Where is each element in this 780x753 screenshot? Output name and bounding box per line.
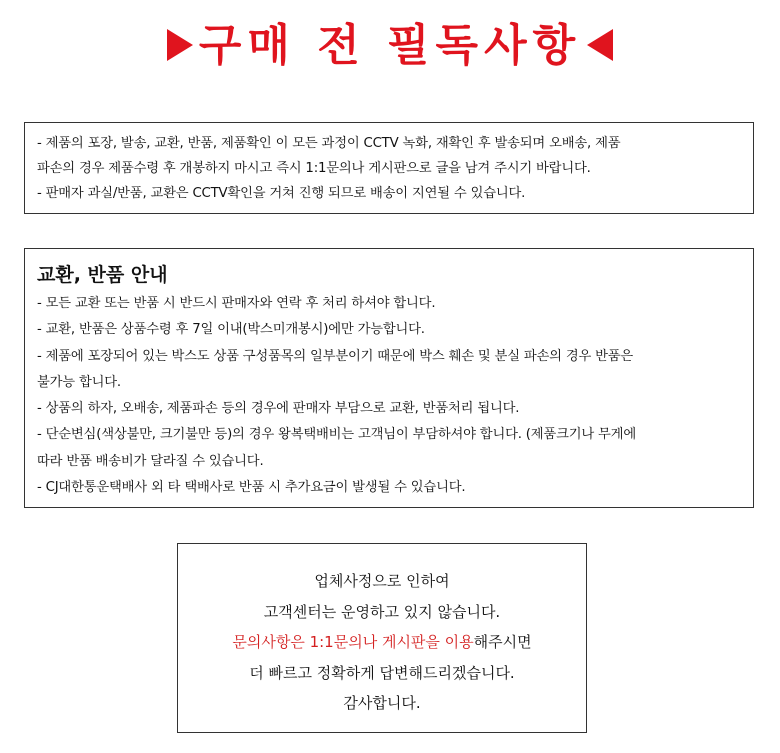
exchange-return-line: 불가능 합니다.	[37, 374, 121, 390]
exchange-return-line: - 모든 교환 또는 반품 시 반드시 판매자와 연락 후 처리 하셔야 합니다.	[37, 296, 436, 311]
inquiry-rest-text: 해주시면	[473, 633, 532, 651]
customer-center-line: 업체사정으로 인하여	[314, 572, 450, 590]
customer-center-box	[177, 543, 587, 733]
customer-center-line: 감사합니다.	[343, 694, 421, 712]
customer-center-line: 더 빠르고 정확하게 답변해드리겠습니다.	[249, 663, 515, 682]
inquiry-highlight-text: 문의사항은 1:1문의나 게시판을 이용	[232, 633, 474, 651]
exchange-return-line: - 제품에 포장되어 있는 박스도 상품 구성품목의 일부분이기 때문에 박스 훼손 및 분실 파손의 경우 반품은	[37, 348, 634, 364]
triangle-right-icon	[167, 29, 193, 61]
exchange-return-line: - 단순변심(색상불만, 크기불만 등)의 경우 왕복택배비는 고객님이 부담하셔야 합니다. (제품크기나 무게에	[37, 427, 636, 443]
exchange-return-box	[24, 248, 754, 508]
notice-cctv-line: - 판매자 과실/반품, 교환은 CCTV확인을 거쳐 진행 되므로 배송이 지연될 수 있습니다.	[37, 186, 526, 201]
page-title	[0, 18, 780, 74]
page-title-text: 구매 전 필독사항	[198, 20, 582, 71]
triangle-left-icon	[587, 29, 613, 61]
exchange-return-line: - 상품의 하자, 오배송, 제품파손 등의 경우에 판매자 부담으로 교환, 반품처리 됩니다.	[37, 401, 520, 417]
exchange-return-line: - 교환, 반품은 상품수령 후 7일 이내(박스미개봉시)에만 가능합니다.	[37, 322, 425, 338]
notice-cctv-box	[24, 122, 754, 214]
customer-center-line	[188, 627, 576, 658]
customer-center-line: 고객센터는 운영하고 있지 않습니다.	[263, 602, 501, 621]
exchange-return-heading: 교환, 반품 안내	[37, 264, 168, 286]
exchange-return-line: - CJ대한통운택배사 외 타 택배사로 반품 시 추가요금이 발생될 수 있습니다.	[37, 480, 466, 496]
exchange-return-line: 따라 반품 배송비가 달라질 수 있습니다.	[37, 453, 264, 469]
notice-cctv-line: - 제품의 포장, 발송, 교환, 반품, 제품확인 이 모든 과정이 CCTV 녹화, 재확인 후 발송되며 오배송, 제품	[37, 136, 621, 151]
notice-cctv-line: 파손의 경우 제품수령 후 개봉하지 마시고 즉시 1:1문의나 게시판으로 글을 남겨 주시기 바랍니다.	[37, 161, 591, 176]
